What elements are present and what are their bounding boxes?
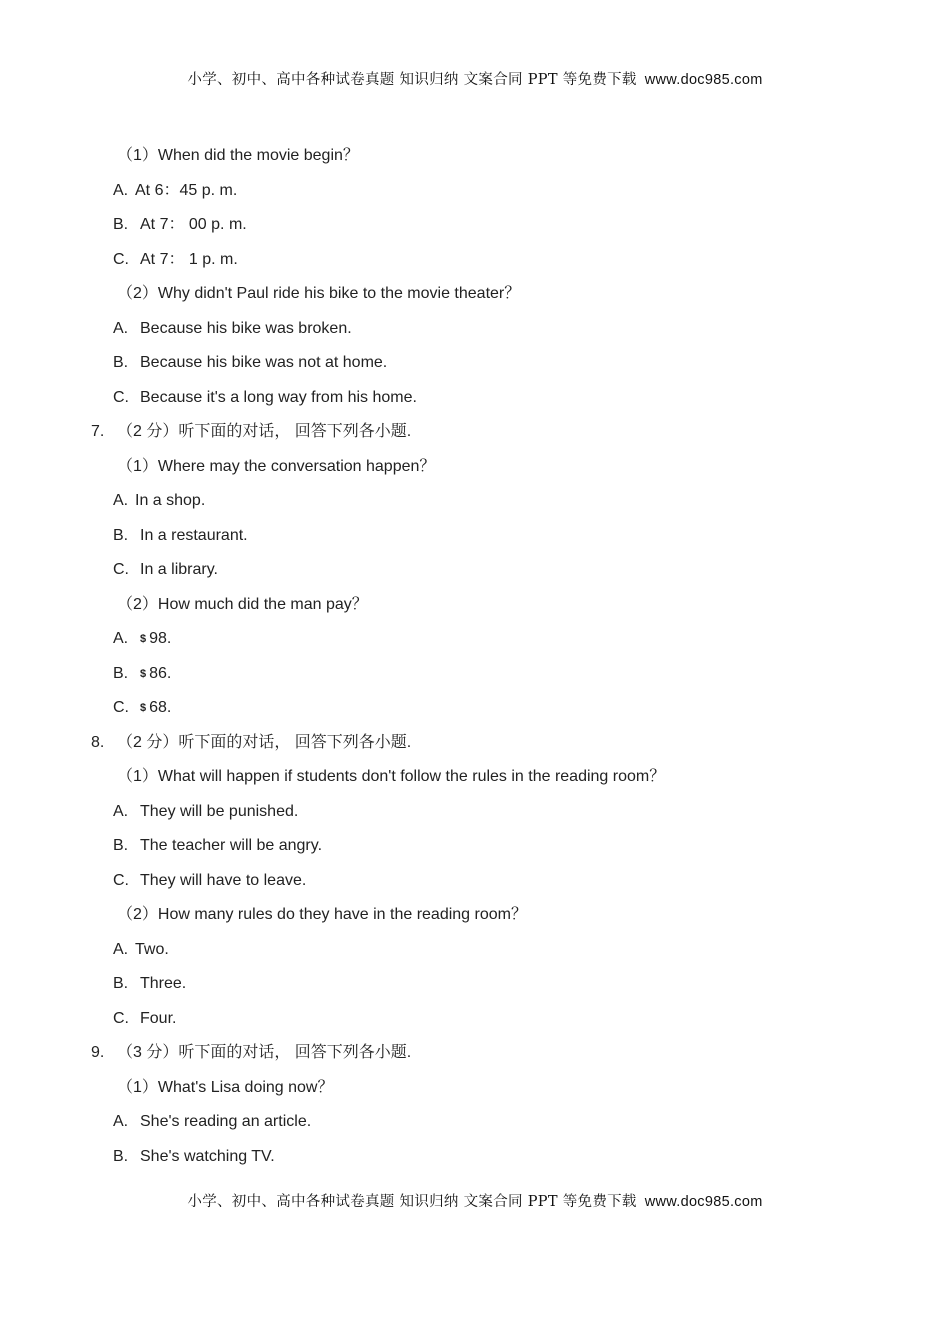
option-letter: C. <box>113 1009 129 1027</box>
option-letter: B. <box>113 975 129 992</box>
answer-option <box>113 526 248 546</box>
option-letter: C. <box>113 388 129 406</box>
option-text: 68. <box>149 699 172 716</box>
option-text: 98. <box>149 630 172 647</box>
answer-option <box>113 629 171 649</box>
option-letter: A. <box>113 802 129 820</box>
option-letter: B. <box>113 526 129 544</box>
answer-option <box>113 181 237 201</box>
option-text: They will be punished. <box>140 802 299 820</box>
section-heading <box>91 422 411 442</box>
section-heading <box>91 1043 411 1063</box>
option-letter: B. <box>113 837 129 854</box>
section-heading <box>91 733 411 753</box>
option-letter: A. <box>113 181 129 199</box>
option-letter: C. <box>113 250 129 268</box>
option-text: She's reading an article. <box>140 1113 312 1130</box>
option-letter: C. <box>113 561 129 578</box>
question-text: （2）Why didn't Paul ride his bike to the movie theater？ <box>117 285 521 302</box>
option-text: Four. <box>140 1009 177 1027</box>
option-text: The teacher will be angry. <box>140 837 323 854</box>
option-letter: A. <box>113 492 129 509</box>
answer-option <box>113 215 247 235</box>
option-letter: B. <box>113 216 129 233</box>
answer-option <box>113 802 298 822</box>
answer-option <box>113 836 322 856</box>
answer-option <box>113 388 417 408</box>
option-letter: B. <box>113 354 129 371</box>
question-text: （1）When did the movie begin？ <box>117 147 359 164</box>
dollar-sign: $ <box>140 633 147 645</box>
section-number: 8. <box>91 733 105 751</box>
header-banner <box>0 68 950 89</box>
option-text: Because his bike was broken. <box>140 319 352 337</box>
answer-option <box>113 250 238 270</box>
option-text: 86. <box>149 664 172 682</box>
option-letter: A. <box>113 940 129 958</box>
answer-option <box>113 319 352 339</box>
answer-option <box>113 1147 275 1167</box>
answer-option <box>113 974 186 994</box>
answer-option <box>113 664 171 684</box>
option-letter: C. <box>113 871 129 889</box>
section-instruction: （3 分）听下面的对话， 回答下列各小题. <box>117 1044 412 1061</box>
question-text: （1）What will happen if students don't follow the rules in the reading room？ <box>117 768 666 785</box>
dollar-sign: $ <box>140 667 147 680</box>
option-letter: B. <box>113 1147 129 1165</box>
header-banner-url[interactable]: www.doc985.com <box>644 72 763 88</box>
section-number: 9. <box>91 1044 105 1061</box>
answer-option <box>113 698 171 718</box>
header-banner-text: 小学、初中、高中各种试卷真题 知识归纳 文案合同 PPT 等免费下载 <box>187 72 637 88</box>
answer-option <box>113 491 205 511</box>
answer-option <box>113 1009 176 1029</box>
option-text: At 7： 1 p. m. <box>140 250 238 268</box>
footer-banner-text: 小学、初中、高中各种试卷真题 知识归纳 文案合同 PPT 等免费下载 <box>187 1194 637 1210</box>
question-text: （1）What's Lisa doing now？ <box>117 1078 334 1096</box>
section-instruction: （2 分）听下面的对话， 回答下列各小题. <box>117 423 412 440</box>
option-text: In a library. <box>140 561 218 578</box>
option-text: Because his bike was not at home. <box>140 354 388 371</box>
option-text: They will have to leave. <box>140 871 307 889</box>
question-text: （2）How much did the man pay？ <box>117 595 368 613</box>
option-text: Because it's a long way from his home. <box>140 388 417 406</box>
option-text: Two. <box>135 940 169 958</box>
option-text: At 7： 00 p. m. <box>140 216 247 233</box>
dollar-sign: $ <box>140 702 147 714</box>
footer-banner <box>0 1190 950 1211</box>
answer-option <box>113 871 306 891</box>
option-text: She's watching TV. <box>140 1147 275 1165</box>
option-letter: B. <box>113 664 129 682</box>
answer-option <box>113 1112 311 1132</box>
option-letter: A. <box>113 630 129 647</box>
footer-banner-url[interactable]: www.doc985.com <box>644 1194 763 1210</box>
option-letter: A. <box>113 1113 129 1130</box>
option-text: In a shop. <box>135 492 206 509</box>
answer-option <box>113 353 387 373</box>
section-number: 7. <box>91 423 105 440</box>
option-letter: A. <box>113 319 129 337</box>
answer-option <box>113 560 218 580</box>
option-text: In a restaurant. <box>140 526 248 544</box>
answer-option <box>113 940 169 960</box>
question-text: （1）Where may the conversation happen？ <box>117 457 436 475</box>
option-letter: C. <box>113 699 129 716</box>
section-instruction: （2 分）听下面的对话， 回答下列各小题. <box>117 733 412 751</box>
option-text: At 6：45 p. m. <box>135 181 238 199</box>
option-text: Three. <box>140 975 187 992</box>
question-text: （2）How many rules do they have in the reading room？ <box>117 906 527 923</box>
